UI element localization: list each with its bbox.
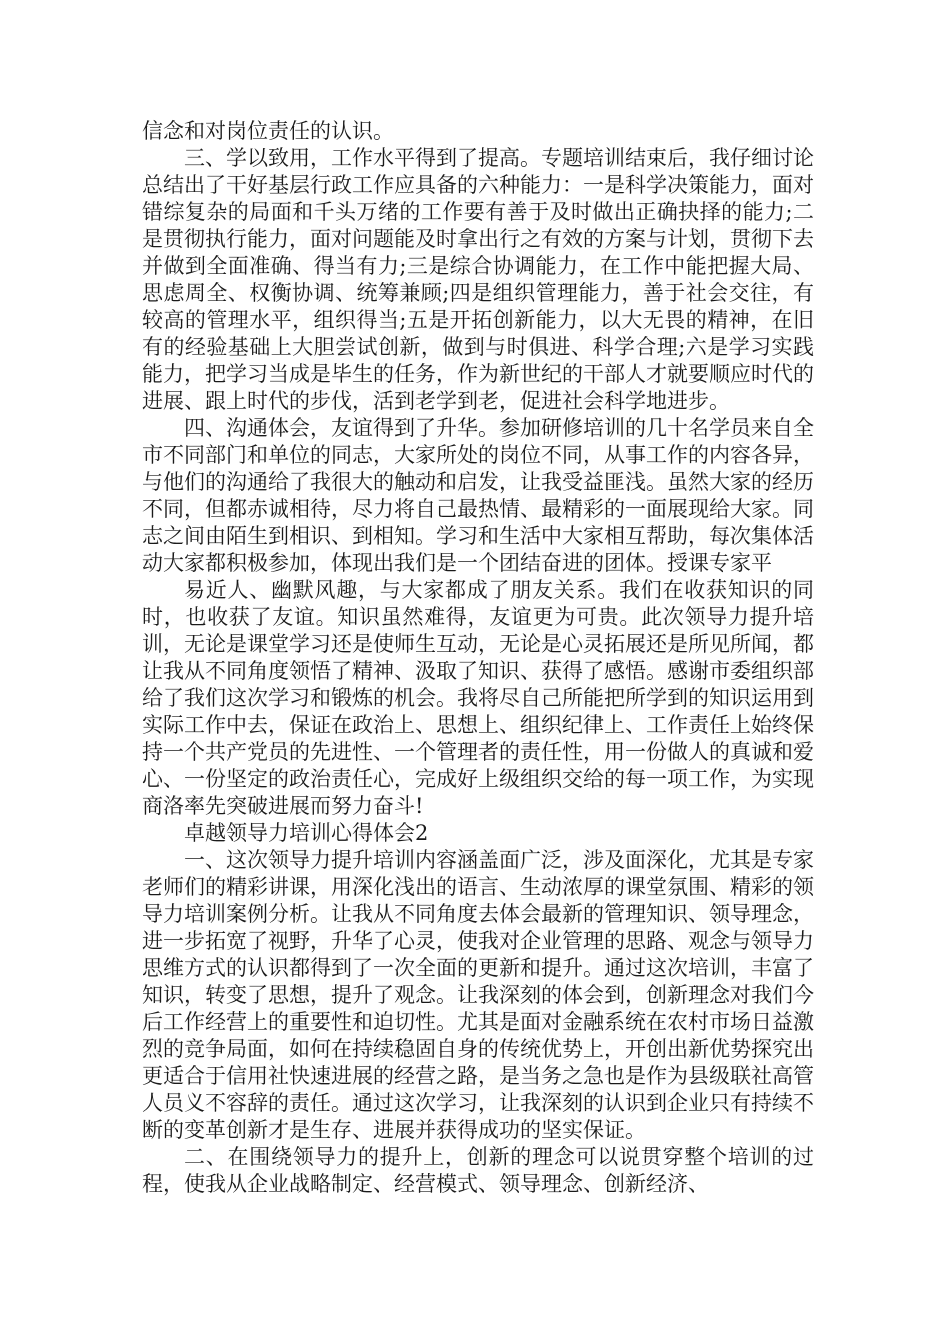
paragraph-section-four: 四、沟通体会，友谊得到了升华。参加研修培训的几十名学员来自全市不同部门和单位的同志，大家所处的岗位不同，从事工作的内容各异，与他们的沟通给了我很大的触动和启发，让我受益匪浅。虽然大家的经历不同，但都赤诚相待，尽力将自己最热情、最精彩的一面展现给大家。同志之间由陌生到相识、到相知。学习和生活中大家相互帮助，每次集体活动大家都积极参加，体现出我们是一个团结奋进的团体。授课专家平	[142, 416, 814, 575]
paragraph-section-three: 三、学以致用，工作水平得到了提高。专题培训结束后，我仔细讨论总结出了干好基层行政工作应具备的六种能力：一是科学决策能力，面对错综复杂的局面和千头万绪的工作要有善于及时做出正确抉择的能力;二是贯彻执行能力，面对问题能及时拿出行之有效的方案与计划，贯彻下去并做到全面准确、得当有力;三是综合协调能力，在工作中能把握大局、思虑周全、权衡协调、统筹兼顾;四是组织管理能力，善于社会交往，有较高的管理水平，组织得当;五是开拓创新能力，以大无畏的精神，在旧有的经验基础上大胆尝试创新，做到与时俱进、科学合理;六是学习实践能力，把学习当成是毕生的任务，作为新世纪的干部人才就要顺应时代的进展、跟上时代的步伐，活到老学到老，促进社会科学地进步。	[142, 146, 814, 413]
paragraph-part-two: 二、在围绕领导力的提升上，创新的理念可以说贯穿整个培训的过程，使我从企业战略制定、经营模式、领导理念、创新经济、	[142, 1145, 814, 1196]
section-heading: 卓越领导力培训心得体会2	[184, 821, 429, 845]
paragraph-continuation: 信念和对岗位责任的认识。	[142, 119, 394, 143]
document-page	[142, 118, 814, 1198]
paragraph-part-one: 一、这次领导力提升培训内容涵盖面广泛，涉及面深化，尤其是专家老师们的精彩讲课，用深化浅出的语言、生动浓厚的课堂氛围、精彩的领导力培训案例分析。让我从不同角度去体会最新的管理知识、领导理念，进一步拓宽了视野，升华了心灵，使我对企业管理的思路、观念与领导力思维方式的认识都得到了一次全面的更新和提升。通过这次培训，丰富了知识，转变了思想，提升了观念。让我深刻的体会到，创新理念对我们今后工作经营上的重要性和迫切性。尤其是面对金融系统在农村市场日益激烈的竞争局面，如何在持续稳固自身的传统优势上，开创出新优势探究出更适合于信用社快速进展的经营之路，是当务之急也是作为县级联社高管人员义不容辞的责任。通过这次学习，让我深刻的认识到企业只有持续不断的变革创新才是生存、进展并获得成功的坚实保证。	[142, 848, 814, 1142]
paragraph-section-four-cont: 易近人、幽默风趣，与大家都成了朋友关系。我们在收获知识的同时，也收获了友谊。知识虽然难得，友谊更为可贵。此次领导力提升培训，无论是课堂学习还是使师生互动，无论是心灵拓展还是所见所闻，都让我从不同角度领悟了精神、汲取了知识、获得了感悟。感谢市委组织部给了我们这次学习和锻炼的机会。我将尽自己所能把所学到的知识运用到实际工作中去，保证在政治上、思想上、组织纪律上、工作责任上始终保持一个共产党员的先进性、一个管理者的责任性，用一份做人的真诚和爱心、一份坚定的政治责任心，完成好上级组织交给的每一项工作，为实现商洛率先突破进展而努力奋斗!	[142, 578, 814, 818]
